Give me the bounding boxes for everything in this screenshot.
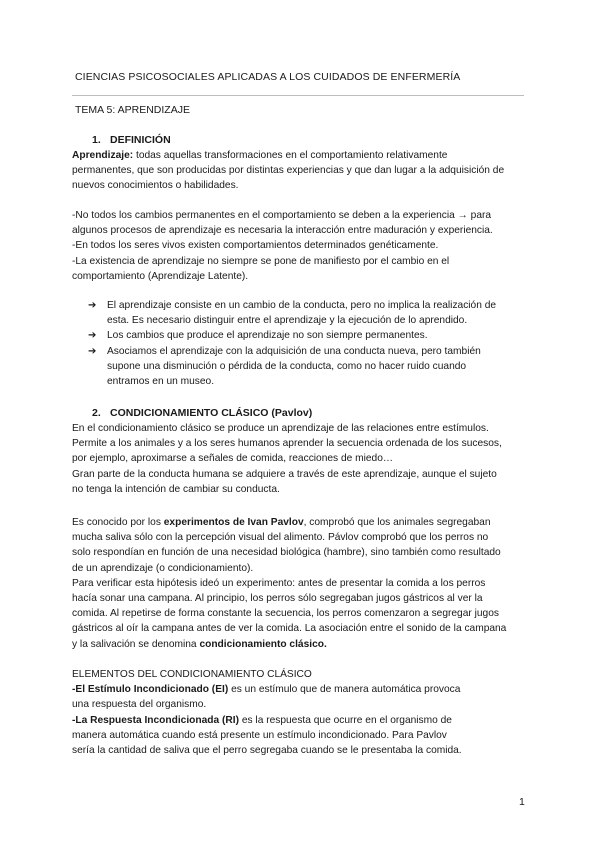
list-item-line: esta. Es necesario distinguir entre el aprendizaje y la ejecución de lo aprendido. [107,315,468,327]
paragraph-text: es la respuesta que ocurre en el organismo de [241,714,452,726]
paragraph-line: En el condicionamiento clásico se produce un aprendizaje de las relaciones entre estímulos. [72,423,489,434]
paragraph-line: Gran parte de la conducta humana se adquiere a través de este aprendizaje, aunque el sujeto [72,468,497,480]
definition-line: nuevos conocimientos o habilidades. [72,180,239,192]
pavlov-paragraph [72,515,530,652]
pavlov-experiments-term: experimentos de Ivan Pavlov [163,517,304,528]
header-divider [72,95,524,96]
page-number: 1 [519,796,525,808]
paragraph-line: de un aprendizaje (o condicionamiento). [72,562,254,574]
note-line: -La existencia de aprendizaje no siempre se pone de manifiesto por el cambio en el [72,255,450,267]
definition-paragraph [72,148,530,194]
arrow-right-icon: ➔ [88,330,97,342]
topic-title: TEMA 5: APRENDIZAJE [75,104,190,116]
section-1-heading [92,134,171,146]
notes-paragraph [72,208,530,284]
arrow-bullet-list [88,298,528,389]
paragraph-text: es un estímulo que de manera automática provoca [231,684,461,696]
ei-term: -El Estímulo Incondicionado (EI) [72,684,229,696]
paragraph-line: una respuesta del organismo. [72,699,207,711]
arrow-right-icon: ➔ [88,300,97,311]
paragraph-text: Es conocido por los [72,517,161,528]
list-item-line: entramos en un museo. [107,376,215,388]
list-item [88,328,528,343]
note-line: -En todos los seres vivos existen comportamientos determinados genéticamente. [72,240,439,252]
paragraph-line: solo respondían en función de una necesidad biológica (hambre), sino también como resultado [72,547,501,559]
classical-conditioning-term: condicionamiento clásico. [199,638,327,650]
note-line: -No todos los cambios permanentes en el comportamiento se deben a la experiencia → para [72,210,492,221]
definition-line: permanentes, que son producidas por distintas experiencias y que dan lugar a la adquisición de [72,165,505,177]
paragraph-line: por ejemplo, aproximarse a señales de comida, reacciones de miedo… [72,453,394,465]
definition-term: Aprendizaje: [72,150,134,161]
section-2-heading [92,407,312,419]
arrow-right-icon: ➔ [88,345,97,357]
paragraph-line: mucha saliva sólo con la percepción visual del alimento. Pávlov comprobó que los perros no [72,532,489,544]
classical-conditioning-intro [72,421,530,497]
paragraph-line: Permite a los animales y a los seres humanos aprender la secuencia ordenada de los sucesos, [72,438,502,450]
paragraph-line: sería la cantidad de saliva que el perro segregaba cuando se le presentaba la comida. [72,745,462,757]
note-line: algunos procesos de aprendizaje es necesaria la interacción entre maduración y experiencia. [72,225,493,237]
list-item [88,298,528,328]
list-item-line: Asociamos el aprendizaje con la adquisición de una conducta nueva, pero también [107,345,481,357]
section-2-number: 2. [92,407,101,419]
section-2-title: CONDICIONAMIENTO CLÁSICO (Pavlov) [110,407,313,419]
definition-line: todas aquellas transformaciones en el comportamiento relativamente [135,150,448,161]
section-1-title: DEFINICIÓN [110,134,171,146]
course-title: CIENCIAS PSICOSOCIALES APLICADAS A LOS CUIDADOS DE ENFERMERÍA [75,71,461,83]
list-item-line: supone una disminución o pérdida de la conducta, como no hacer ruido cuando [107,360,467,372]
paragraph-line: no tenga la intención de cambiar su conducta. [72,483,280,495]
note-line: comportamiento (Aprendizaje Latente). [72,270,249,282]
paragraph-line: hacía sonar una campana. Al principio, los perros sólo segregaban jugos gástricos al ver la [72,593,483,605]
list-item [88,344,528,390]
list-item-line: Los cambios que produce el aprendizaje no son siempre permanentes. [107,330,428,342]
paragraph-line: gástricos al oír la campana antes de ver la comida. La asociación entre el sonido de la campana [72,623,507,635]
section-1-number: 1. [92,134,101,146]
paragraph-line: comida. Al repetirse de forma constante la secuencia, los perros comenzaron a segregar jugos [72,608,499,620]
paragraph-text: y la salivación se denomina [72,638,197,650]
ri-term: -La Respuesta Incondicionada (RI) [72,714,239,726]
paragraph-line: manera automática cuando está presente un estímulo incondicionado. Para Pavlov [72,729,447,741]
paragraph-line: Para verificar esta hipótesis ideó un experimento: antes de presentar la comida a los perros [72,577,486,589]
paragraph-text: , comprobó que los animales segregaban [303,517,491,528]
conditioning-elements [72,667,530,758]
elements-title: ELEMENTOS DEL CONDICIONAMIENTO CLÁSICO [72,669,312,680]
list-item-line: El aprendizaje consiste en un cambio de la conducta, pero no implica la realización de [107,300,497,311]
